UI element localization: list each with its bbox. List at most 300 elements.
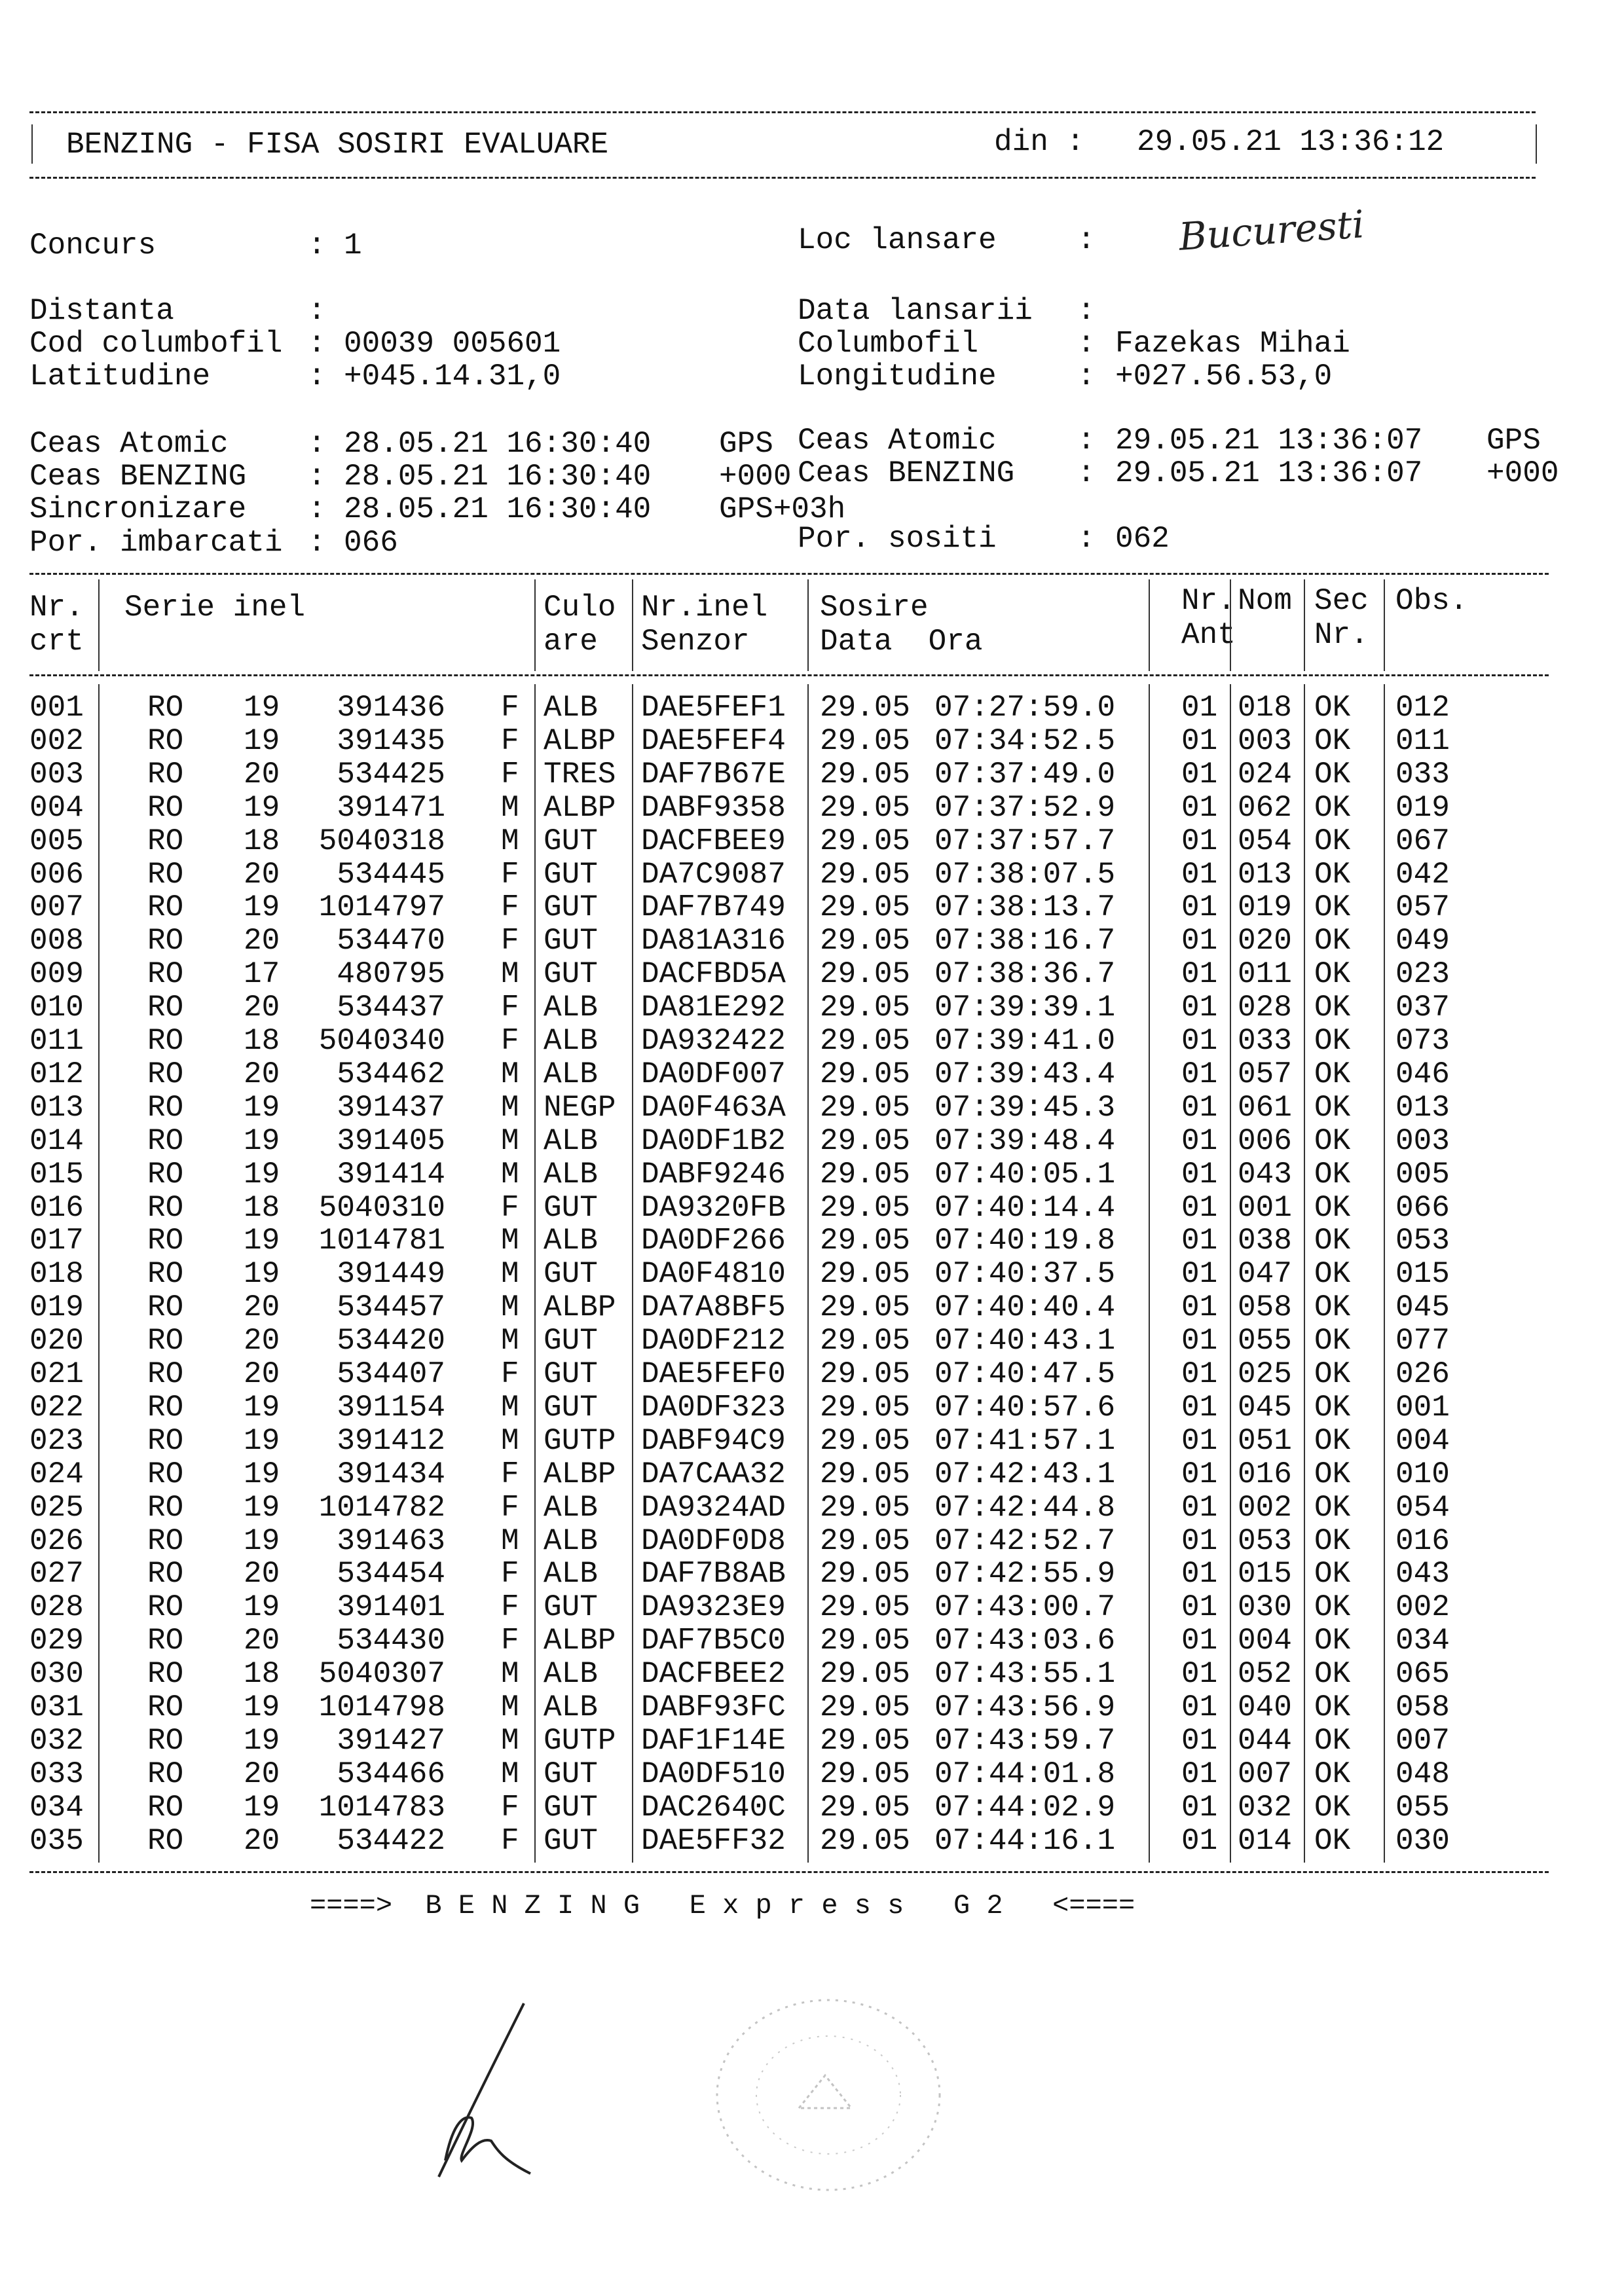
cell-tara: RO — [147, 1123, 184, 1158]
cell-culoare: GUT — [544, 857, 598, 892]
cell-sec: OK — [1314, 1690, 1351, 1724]
table-row — [0, 857, 1624, 892]
cell-tara: RO — [147, 1057, 184, 1091]
cell-tara: RO — [147, 1723, 184, 1758]
cell-tara: RO — [147, 1190, 184, 1225]
cell-obs: 055 — [1395, 1790, 1450, 1825]
cell-ora: 07:43:55.1 — [934, 1657, 1116, 1692]
cell-ant: 01 — [1181, 790, 1218, 825]
table-row — [0, 1226, 1624, 1258]
cell-nr-inel: 5040318 — [318, 824, 445, 858]
cell-nr-inel: 391401 — [337, 1590, 445, 1625]
cell-sex: M — [501, 1157, 519, 1192]
cell-senzor: DA9323E9 — [641, 1590, 786, 1625]
cell-sec: OK — [1314, 1290, 1351, 1325]
cell-culoare: ALB — [544, 1690, 598, 1724]
cell-sec: OK — [1314, 824, 1351, 858]
clock-sep: : — [308, 460, 326, 494]
cell-an: 19 — [244, 1457, 280, 1491]
cell-an: 20 — [244, 1823, 280, 1858]
cell-data: 29.05 — [820, 1790, 911, 1825]
cell-nom: 043 — [1238, 1157, 1292, 1192]
cell-ant: 01 — [1181, 1290, 1218, 1325]
cell-sex: M — [501, 1290, 519, 1325]
header-bottom-border — [29, 177, 1536, 179]
clock-sep: : — [308, 492, 326, 526]
cell-sec: OK — [1314, 1457, 1351, 1491]
cell-ora: 07:39:43.4 — [934, 1057, 1116, 1091]
cell-ora: 07:44:16.1 — [934, 1823, 1116, 1858]
cell-ora: 07:40:37.5 — [934, 1257, 1116, 1292]
cell-obs: 005 — [1395, 1157, 1450, 1192]
cell-culoare: ALB — [544, 1057, 598, 1091]
cell-nr-inel: 534425 — [337, 757, 445, 792]
cell-obs: 010 — [1395, 1457, 1450, 1491]
cell-nr: 006 — [29, 857, 84, 892]
info-value: +045.14.31,0 — [344, 359, 561, 393]
cell-data: 29.05 — [820, 1557, 911, 1592]
cell-ant: 01 — [1181, 1257, 1218, 1292]
cell-tara: RO — [147, 1657, 184, 1692]
cell-sec: OK — [1314, 1057, 1351, 1091]
cell-an: 18 — [244, 1657, 280, 1692]
column-header: Obs. — [1395, 584, 1468, 618]
cell-data: 29.05 — [820, 1123, 911, 1158]
cell-nr: 016 — [29, 1190, 84, 1225]
cell-obs: 034 — [1395, 1624, 1450, 1658]
clock-label: Por. sositi — [798, 522, 997, 556]
cell-nom: 033 — [1238, 1024, 1292, 1058]
cell-sex: F — [501, 991, 519, 1025]
cell-ora: 07:40:05.1 — [934, 1157, 1116, 1192]
cell-ora: 07:42:55.9 — [934, 1557, 1116, 1592]
cell-ora: 07:38:13.7 — [934, 890, 1116, 925]
column-separator — [1304, 579, 1305, 671]
cell-data: 29.05 — [820, 1390, 911, 1425]
cell-nr: 004 — [29, 790, 84, 825]
cell-data: 29.05 — [820, 824, 911, 858]
cell-nom: 018 — [1238, 691, 1292, 725]
cell-an: 19 — [244, 691, 280, 725]
cell-nr-inel: 534407 — [337, 1357, 445, 1391]
cell-sec: OK — [1314, 1723, 1351, 1758]
cell-tara: RO — [147, 1224, 184, 1258]
cell-tara: RO — [147, 1157, 184, 1192]
clock-label: Sincronizare — [29, 492, 247, 526]
cell-tara: RO — [147, 824, 184, 858]
cell-culoare: GUT — [544, 890, 598, 925]
cell-an: 20 — [244, 857, 280, 892]
cell-culoare: GUTP — [544, 1423, 616, 1458]
column-separator — [98, 579, 100, 671]
cell-tara: RO — [147, 1024, 184, 1058]
cell-nr-inel: 534470 — [337, 924, 445, 958]
cell-sec: OK — [1314, 723, 1351, 758]
table-row — [0, 1523, 1624, 1559]
table-row — [0, 1692, 1624, 1725]
cell-nr-inel: 534454 — [337, 1557, 445, 1592]
cell-nr: 028 — [29, 1590, 84, 1625]
table-row — [0, 1490, 1624, 1525]
cell-nr: 015 — [29, 1157, 84, 1192]
cell-obs: 026 — [1395, 1357, 1450, 1391]
cell-nom: 028 — [1238, 991, 1292, 1025]
cell-nr: 027 — [29, 1557, 84, 1592]
cell-tara: RO — [147, 1823, 184, 1858]
cell-nr-inel: 391436 — [337, 691, 445, 725]
cell-senzor: DACFBEE9 — [641, 824, 786, 858]
clock-value: 28.05.21 16:30:40 — [344, 427, 652, 461]
cell-senzor: DAF7B67E — [641, 757, 786, 792]
din-label: din : — [994, 125, 1085, 159]
cell-culoare: GUT — [544, 1390, 598, 1425]
cell-nr: 013 — [29, 1090, 84, 1125]
cell-obs: 001 — [1395, 1390, 1450, 1425]
cell-senzor: DA932422 — [641, 1024, 786, 1058]
info-label: Cod columbofil — [29, 327, 283, 361]
cell-sec: OK — [1314, 1557, 1351, 1592]
cell-an: 20 — [244, 1624, 280, 1658]
cell-sex: F — [501, 1823, 519, 1858]
cell-nom: 004 — [1238, 1624, 1292, 1658]
cell-nr: 023 — [29, 1423, 84, 1458]
cell-an: 19 — [244, 1090, 280, 1125]
cell-nr: 010 — [29, 991, 84, 1025]
cell-an: 19 — [244, 1157, 280, 1192]
cell-an: 19 — [244, 1123, 280, 1158]
info-sep: : — [1077, 294, 1096, 328]
cell-data: 29.05 — [820, 1590, 911, 1625]
cell-nr-inel: 534457 — [337, 1290, 445, 1325]
cell-obs: 003 — [1395, 1123, 1450, 1158]
cell-tara: RO — [147, 1523, 184, 1558]
cell-sex: M — [501, 1523, 519, 1558]
cell-sec: OK — [1314, 957, 1351, 992]
cell-senzor: DA0DF510 — [641, 1757, 786, 1791]
cell-ora: 07:37:52.9 — [934, 790, 1116, 825]
cell-ora: 07:34:52.5 — [934, 723, 1116, 758]
cell-nr-inel: 5040310 — [318, 1190, 445, 1225]
info-sep: : — [1077, 327, 1096, 361]
cell-obs: 004 — [1395, 1423, 1450, 1458]
cell-obs: 045 — [1395, 1290, 1450, 1325]
cell-nom: 054 — [1238, 824, 1292, 858]
table-row — [0, 1626, 1624, 1658]
cell-senzor: DA9320FB — [641, 1190, 786, 1225]
cell-sex: F — [501, 924, 519, 958]
cell-ant: 01 — [1181, 1024, 1218, 1058]
cell-obs: 011 — [1395, 723, 1450, 758]
cell-ora: 07:42:44.8 — [934, 1490, 1116, 1525]
cell-nom: 002 — [1238, 1490, 1292, 1525]
cell-sex: F — [501, 890, 519, 925]
cell-ora: 07:40:57.6 — [934, 1390, 1116, 1425]
cell-data: 29.05 — [820, 924, 911, 958]
cell-ant: 01 — [1181, 1057, 1218, 1091]
header-left-border — [31, 124, 33, 164]
cell-ora: 07:43:56.9 — [934, 1690, 1116, 1724]
clock-suffix: GPS+03h — [719, 492, 846, 526]
cell-ora: 07:40:43.1 — [934, 1324, 1116, 1358]
cell-obs: 033 — [1395, 757, 1450, 792]
cell-nr: 031 — [29, 1690, 84, 1724]
report-title: BENZING - FISA SOSIRI EVALUARE — [66, 128, 609, 162]
cell-sex: M — [501, 1090, 519, 1125]
cell-nom: 020 — [1238, 924, 1292, 958]
cell-nom: 016 — [1238, 1457, 1292, 1491]
cell-obs: 066 — [1395, 1190, 1450, 1225]
cell-tara: RO — [147, 1290, 184, 1325]
cell-an: 19 — [244, 723, 280, 758]
cell-sec: OK — [1314, 1790, 1351, 1825]
cell-culoare: ALB — [544, 1657, 598, 1692]
cell-culoare: ALB — [544, 1024, 598, 1058]
cell-ant: 01 — [1181, 1357, 1218, 1391]
cell-nom: 001 — [1238, 1190, 1292, 1225]
cell-ora: 07:42:43.1 — [934, 1457, 1116, 1491]
cell-senzor: DA9324AD — [641, 1490, 786, 1525]
column-header: crt — [29, 625, 84, 659]
cell-nr: 032 — [29, 1723, 84, 1758]
cell-sec: OK — [1314, 890, 1351, 925]
cell-culoare: TRES — [544, 757, 616, 792]
cell-ant: 01 — [1181, 723, 1218, 758]
cell-ora: 07:40:19.8 — [934, 1224, 1116, 1258]
clock-sep: : — [1077, 424, 1096, 458]
cell-senzor: DA0F4810 — [641, 1257, 786, 1292]
cell-ant: 01 — [1181, 957, 1218, 992]
clock-sep: : — [1077, 456, 1096, 490]
info-label: Distanta — [29, 294, 174, 328]
cell-obs: 015 — [1395, 1257, 1450, 1292]
cell-data: 29.05 — [820, 723, 911, 758]
cell-ora: 07:40:47.5 — [934, 1357, 1116, 1391]
cell-nr: 011 — [29, 1024, 84, 1058]
cell-nom: 006 — [1238, 1123, 1292, 1158]
cell-tara: RO — [147, 1423, 184, 1458]
cell-culoare: GUT — [544, 1590, 598, 1625]
cell-senzor: DA0DF212 — [641, 1324, 786, 1358]
cell-ant: 01 — [1181, 1457, 1218, 1491]
table-row — [0, 1423, 1624, 1459]
cell-senzor: DABF9246 — [641, 1157, 786, 1192]
signature — [399, 1997, 557, 2187]
cell-obs: 067 — [1395, 824, 1450, 858]
column-separator — [1384, 579, 1385, 671]
info-sep: : — [1077, 359, 1096, 393]
table-row — [0, 1190, 1624, 1226]
cell-an: 19 — [244, 1257, 280, 1292]
cell-sec: OK — [1314, 1357, 1351, 1391]
cell-nr: 026 — [29, 1523, 84, 1558]
cell-nom: 015 — [1238, 1557, 1292, 1592]
cell-senzor: DABF9358 — [641, 790, 786, 825]
cell-nr: 021 — [29, 1357, 84, 1391]
cell-sec: OK — [1314, 1390, 1351, 1425]
cell-ant: 01 — [1181, 757, 1218, 792]
cell-ora: 07:40:40.4 — [934, 1290, 1116, 1325]
cell-nom: 044 — [1238, 1723, 1292, 1758]
cell-an: 19 — [244, 890, 280, 925]
cell-data: 29.05 — [820, 757, 911, 792]
table-row — [0, 1090, 1624, 1125]
cell-nr-inel: 391427 — [337, 1723, 445, 1758]
cell-nr: 030 — [29, 1657, 84, 1692]
cell-nr-inel: 1014798 — [318, 1690, 445, 1724]
table-row — [0, 892, 1624, 925]
cell-ora: 07:40:14.4 — [934, 1190, 1116, 1225]
cell-nr: 019 — [29, 1290, 84, 1325]
clock-label: Ceas Atomic — [798, 424, 997, 458]
cell-senzor: DACFBD5A — [641, 957, 786, 992]
info-value: 1 — [344, 228, 362, 263]
cell-sex: M — [501, 1257, 519, 1292]
cell-obs: 042 — [1395, 857, 1450, 892]
cell-ant: 01 — [1181, 890, 1218, 925]
cell-culoare: GUT — [544, 1257, 598, 1292]
cell-nr-inel: 5040307 — [318, 1657, 445, 1692]
cell-nr: 001 — [29, 691, 84, 725]
cell-nr-inel: 1014783 — [318, 1790, 445, 1825]
clock-suffix: +000 — [1486, 456, 1559, 490]
cell-sex: M — [501, 1723, 519, 1758]
cell-tara: RO — [147, 1790, 184, 1825]
cell-culoare: GUT — [544, 924, 598, 958]
cell-obs: 049 — [1395, 924, 1450, 958]
column-header: Data Ora — [820, 625, 983, 659]
cell-culoare: ALB — [544, 1224, 598, 1258]
cell-nr: 017 — [29, 1224, 84, 1258]
cell-ora: 07:38:07.5 — [934, 857, 1116, 892]
cell-obs: 037 — [1395, 991, 1450, 1025]
info-sep: : — [308, 228, 326, 263]
cell-obs: 057 — [1395, 890, 1450, 925]
cell-an: 19 — [244, 1790, 280, 1825]
cell-an: 19 — [244, 1390, 280, 1425]
cell-tara: RO — [147, 924, 184, 958]
cell-an: 20 — [244, 1057, 280, 1091]
cell-sex: M — [501, 1423, 519, 1458]
cell-nr-inel: 1014781 — [318, 1224, 445, 1258]
table-row — [0, 1759, 1624, 1792]
cell-nr-inel: 534430 — [337, 1624, 445, 1658]
cell-nr-inel: 391449 — [337, 1257, 445, 1292]
cell-sec: OK — [1314, 691, 1351, 725]
clock-suffix: GPS — [1486, 424, 1541, 458]
info-sep: : — [308, 327, 326, 361]
cell-data: 29.05 — [820, 1457, 911, 1491]
column-separator — [1149, 579, 1150, 671]
cell-sec: OK — [1314, 1823, 1351, 1858]
info-label: Longitudine — [798, 359, 997, 393]
table-row — [0, 1390, 1624, 1425]
column-separator — [534, 579, 536, 671]
cell-sex: F — [501, 1624, 519, 1658]
cell-data: 29.05 — [820, 890, 911, 925]
cell-sex: F — [501, 1457, 519, 1491]
cell-senzor: DABF93FC — [641, 1690, 786, 1724]
cell-ant: 01 — [1181, 1123, 1218, 1158]
cell-sex: F — [501, 1790, 519, 1825]
cell-culoare: ALBP — [544, 1290, 616, 1325]
cell-senzor: DACFBEE2 — [641, 1657, 786, 1692]
cell-sec: OK — [1314, 1190, 1351, 1225]
cell-sec: OK — [1314, 1490, 1351, 1525]
cell-nr-inel: 480795 — [337, 957, 445, 992]
cell-ora: 07:27:59.0 — [934, 691, 1116, 725]
cell-nom: 061 — [1238, 1090, 1292, 1125]
cell-nr-inel: 391414 — [337, 1157, 445, 1192]
cell-ant: 01 — [1181, 1090, 1218, 1125]
cell-senzor: DA0DF0D8 — [641, 1523, 786, 1558]
cell-senzor: DA7A8BF5 — [641, 1290, 786, 1325]
cell-ora: 07:37:57.7 — [934, 824, 1116, 858]
table-row — [0, 1723, 1624, 1758]
cell-data: 29.05 — [820, 790, 911, 825]
cell-data: 29.05 — [820, 691, 911, 725]
cell-obs: 048 — [1395, 1757, 1450, 1791]
info-label: Concurs — [29, 228, 157, 263]
cell-sex: M — [501, 957, 519, 992]
cell-an: 18 — [244, 824, 280, 858]
cell-ant: 01 — [1181, 1324, 1218, 1358]
cell-an: 20 — [244, 1357, 280, 1391]
cell-sec: OK — [1314, 857, 1351, 892]
table-row — [0, 993, 1624, 1025]
cell-ora: 07:38:16.7 — [934, 924, 1116, 958]
cell-data: 29.05 — [820, 1090, 911, 1125]
cell-nom: 014 — [1238, 1823, 1292, 1858]
cell-senzor: DAF7B8AB — [641, 1557, 786, 1592]
table-row — [0, 926, 1624, 958]
cell-nr-inel: 1014782 — [318, 1490, 445, 1525]
cell-sec: OK — [1314, 1657, 1351, 1692]
cell-senzor: DAE5FEF1 — [641, 691, 786, 725]
cell-nom: 030 — [1238, 1590, 1292, 1625]
info-sep: : — [308, 294, 326, 328]
cell-ant: 01 — [1181, 1157, 1218, 1192]
cell-an: 18 — [244, 1024, 280, 1058]
cell-nom: 013 — [1238, 857, 1292, 892]
cell-nr: 029 — [29, 1624, 84, 1658]
cell-nr-inel: 534445 — [337, 857, 445, 892]
cell-sex: M — [501, 1123, 519, 1158]
cell-culoare: GUT — [544, 1757, 598, 1791]
cell-an: 20 — [244, 757, 280, 792]
cell-tara: RO — [147, 1090, 184, 1125]
cell-ant: 01 — [1181, 824, 1218, 858]
cell-sec: OK — [1314, 991, 1351, 1025]
table-row — [0, 1559, 1624, 1592]
cell-nr: 034 — [29, 1790, 84, 1825]
cell-obs: 013 — [1395, 1090, 1450, 1125]
cell-tara: RO — [147, 1324, 184, 1358]
cell-culoare: GUT — [544, 957, 598, 992]
cell-nr-inel: 391471 — [337, 790, 445, 825]
cell-ant: 01 — [1181, 1790, 1218, 1825]
cell-nom: 047 — [1238, 1257, 1292, 1292]
table-row — [0, 790, 1624, 826]
cell-data: 29.05 — [820, 1224, 911, 1258]
clock-label: Ceas BENZING — [29, 460, 247, 494]
cell-nr-inel: 534437 — [337, 991, 445, 1025]
cell-obs: 046 — [1395, 1057, 1450, 1091]
cell-obs: 002 — [1395, 1590, 1450, 1625]
cell-an: 19 — [244, 1490, 280, 1525]
cell-nr-inel: 391405 — [337, 1123, 445, 1158]
cell-culoare: ALB — [544, 1157, 598, 1192]
cell-sex: M — [501, 790, 519, 825]
